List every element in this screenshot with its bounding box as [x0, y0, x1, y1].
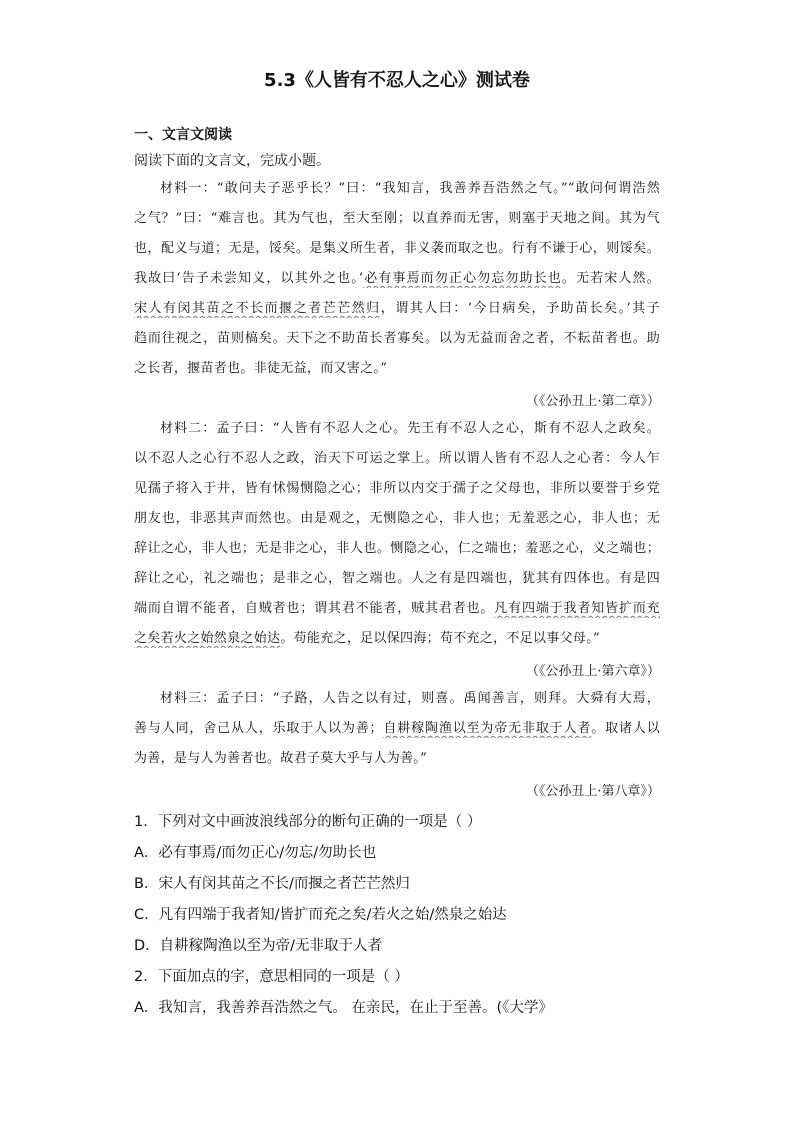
wavy-underlined-phrase: 凡有四端于我者知皆扩而充 — [494, 601, 660, 616]
answer-option: D．自耕稼陶渔以至为帝/无非取于人者 — [134, 938, 383, 954]
material1-line: 之气？”曰：“难言也。其为气也，至大至刚；以直养而无害，则塞于天地之间。其为气 — [134, 211, 660, 226]
material2-line: 辞让之心，礼之端也；是非之心，智之端也。人之有是四端也，犹其有四体也。有是四 — [134, 571, 660, 586]
material1-line — [134, 300, 660, 318]
answer-option: B．宋人有闵其苗之不长/而揠之者芒芒然归 — [134, 876, 410, 892]
material1-text: 。无若宋人然。 — [561, 271, 660, 286]
material1-text: 我故曰‘告子未尝知义，以其外之也。’ — [134, 271, 364, 286]
wavy-underlined-phrase: 必有事焉而勿正心勿忘勿助长也 — [363, 271, 562, 286]
answer-option: A．我知言，我善养吾浩然之气。 在亲民，在止于至善。(《大学》 — [134, 1000, 553, 1016]
wavy-underlined-phrase: 宋人有闵其苗之不长而揠之者芒芒然归 — [134, 301, 381, 316]
material1-source: （《公孙丑上·第二章》） — [525, 394, 660, 409]
material2-line — [134, 630, 660, 648]
material2-line: 见孺子将入于井，皆有怵惕恻隐之心；非所以内交于孺子之父母也，非所以要誉于乡党 — [134, 481, 660, 496]
answer-option: A．必有事焉/而勿正心/勿忘/勿助长也 — [134, 845, 377, 861]
material2-line: 辞让之心，非人也；无是非之心，非人也。恻隐之心，仁之端也；羞恶之心，义之端也； — [134, 541, 660, 556]
wavy-underlined-phrase: 自耕稼陶渔以至为帝无非取于人者 — [382, 721, 592, 736]
material3-line — [134, 720, 660, 738]
material2-line — [134, 600, 660, 618]
material1-line: 之长者，揠苗者也。非徒无益，而又害之。” — [134, 361, 388, 376]
material3-line: 为善，是与人为善者也。故君子莫大乎与人为善。” — [134, 751, 428, 766]
section-heading: 一、文言文阅读 — [134, 127, 232, 143]
material3-text: 。取诸人以 — [591, 721, 660, 736]
question-stem: 2．下面加点的字，意思相同的一项是（ ） — [134, 969, 409, 985]
material2-source: （《公孙丑上·第六章》） — [525, 664, 660, 679]
material2-line: 以不忍人之心行不忍人之政，治天下可运之掌上。所以谓人皆有不忍人之心者：今人乍 — [134, 451, 660, 466]
material1-text: ，谓其人曰：‘今日病矣，予助苗长矣。’其子 — [380, 301, 660, 316]
question-stem: 1．下列对文中画波浪线部分的断句正确的一项是（ ） — [134, 814, 482, 830]
material3-text: 善与人同，舍己从人，乐取于人以为善； — [134, 721, 383, 736]
material2-line: 材料二：孟子曰：“人皆有不忍人之心。先王有不忍人之心，斯有不忍人之政矣。 — [160, 421, 660, 436]
page-title: 5.3《人皆有不忍人之心》测试卷 — [264, 70, 530, 91]
material2-text: 。苟能充之，足以保四海；苟不充之，不足以事父母。” — [280, 631, 600, 646]
instruction-text: 阅读下面的文言文，完成小题。 — [134, 153, 330, 169]
material3-line: 材料三：孟子曰：“子路，人告之以有过，则喜。禹闻善言，则拜。大舜有大焉， — [160, 691, 660, 706]
material1-line: 材料一：“敢问夫子恶乎长？”曰：“我知言，我善养吾浩然之气。”“敢问何谓浩然 — [160, 181, 660, 196]
material1-line — [134, 270, 660, 288]
material2-text: 端而自谓不能者，自贼者也；谓其君不能者，贼其君者也。 — [134, 601, 495, 616]
material1-line: 趋而往视之，苗则槁矣。天下之不助苗长者寡矣。以为无益而舍之者，不耘苗者也。助 — [134, 331, 660, 346]
material2-line: 朋友也，非恶其声而然也。由是观之，无恻隐之心，非人也；无羞恶之心，非人也；无 — [134, 511, 660, 526]
wavy-underlined-phrase: 之矣若火之始然泉之始达 — [134, 631, 281, 646]
material1-line: 也，配义与道；无是，馁矣。是集义所生者，非义袭而取之也。行有不谦于心，则馁矣。 — [134, 241, 660, 256]
answer-option: C．凡有四端于我者知/皆扩而充之矣/若火之始/然泉之始达 — [134, 907, 507, 923]
material3-source: （《公孙丑上·第八章》） — [525, 784, 660, 799]
